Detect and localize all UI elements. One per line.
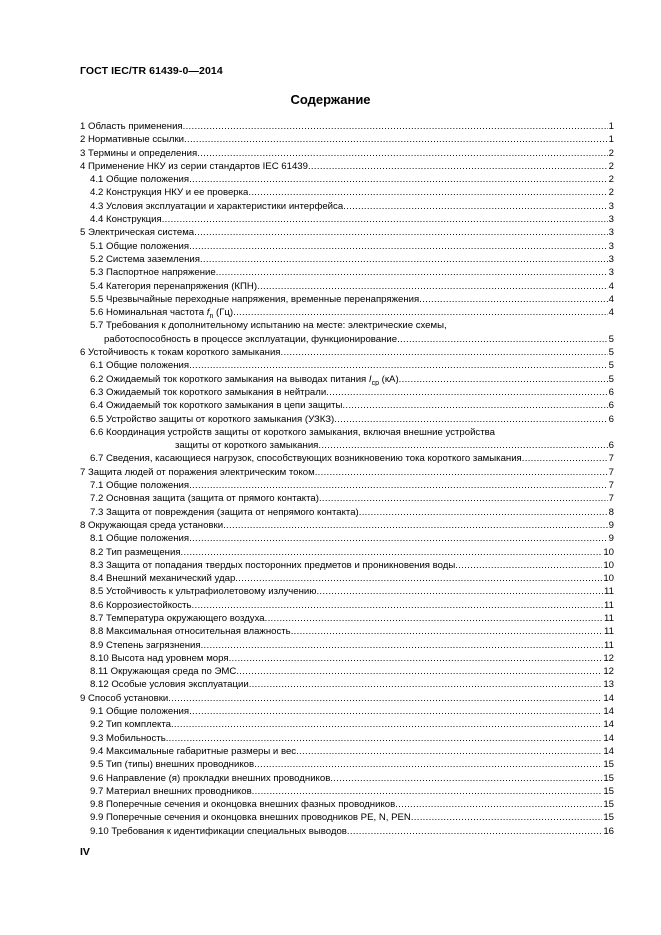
toc-entry-page: 2: [608, 187, 614, 199]
dot-leader: [281, 346, 608, 359]
toc-entry[interactable]: [80, 665, 614, 678]
toc-entry-page: 9: [608, 519, 614, 531]
toc-entry-page: 15: [603, 785, 614, 797]
math-symbol: f: [206, 307, 210, 319]
toc-entry[interactable]: [80, 718, 614, 731]
toc-entry-page: 5: [608, 360, 614, 372]
toc-entry-page: 10: [603, 573, 614, 585]
dot-leader: [248, 186, 607, 199]
dot-leader: [162, 213, 608, 226]
toc-entry-page: 7: [608, 453, 614, 465]
dot-leader: [411, 811, 603, 824]
toc-entry[interactable]: [80, 785, 614, 798]
dot-leader: [347, 825, 602, 838]
toc-entry-page: 10: [603, 546, 614, 558]
math-subscript: cp: [371, 379, 379, 386]
dot-leader: [233, 306, 608, 319]
toc-entry[interactable]: [80, 772, 614, 785]
dot-leader: [189, 240, 608, 253]
toc-entry-page: 12: [603, 666, 614, 678]
dot-leader: [315, 466, 608, 479]
toc-entry[interactable]: [80, 745, 614, 758]
dot-leader: [257, 280, 608, 293]
dot-leader: [216, 266, 608, 279]
dot-leader: [189, 359, 608, 372]
toc-entry-title: 2 Нормативные ссылки: [80, 134, 185, 146]
toc-entry-title: 9.6 Направление (я) прокладки внешних проводников: [90, 772, 331, 784]
toc-entry-page: 14: [603, 706, 614, 718]
toc-entry[interactable]: [80, 758, 614, 771]
toc-entry[interactable]: [80, 226, 614, 239]
toc-entry[interactable]: [80, 811, 614, 824]
toc-entry-continued[interactable]: 6.6 Координация устройств защиты от короткого замыкания, включая внешние устройства: [90, 426, 495, 438]
toc-entry-title: 8.4 Внешний механический удар: [90, 573, 236, 585]
toc-entry[interactable]: [80, 399, 614, 412]
toc-entry-title: 9.9 Поперечные сечения и оконцовка внешних проводников PE, N, PEN: [90, 812, 411, 824]
dot-leader: [200, 253, 608, 266]
toc-entry[interactable]: [80, 266, 614, 279]
math-subscript: n: [209, 313, 214, 320]
dot-leader: [265, 612, 603, 625]
toc-entry[interactable]: [80, 479, 614, 492]
toc-entry-continued[interactable]: 5.7 Требования к дополнительному испытанию на месте: электрические схемы,: [90, 320, 447, 332]
toc-entry-page: 6: [608, 386, 614, 398]
dot-leader: [318, 439, 607, 452]
toc-entry-page: 14: [603, 692, 614, 704]
dot-leader: [308, 160, 608, 173]
toc-entry[interactable]: [80, 439, 614, 452]
toc-entry-title-text: 5.6 Номинальная частота: [90, 307, 207, 319]
toc-entry-page: 3: [608, 267, 614, 279]
toc-entry[interactable]: [80, 732, 614, 745]
toc-entry-title-text: 6.2 Ожидаемый ток короткого замыкания на выводах питания: [90, 373, 369, 385]
toc-entry[interactable]: [80, 186, 614, 199]
toc-entry-title: 8.12 Особые условия эксплуатации: [90, 679, 249, 691]
toc-entry-title: 9.5 Тип (типы) внешних проводников: [90, 759, 255, 771]
toc-entry[interactable]: [80, 625, 614, 638]
toc-entry-title: 8.6 Коррозиестойкость: [90, 599, 192, 611]
toc-entry-page: 15: [603, 772, 614, 784]
toc-entry-title: [80, 373, 399, 386]
dot-leader: [229, 652, 603, 665]
toc-entry[interactable]: [80, 612, 614, 625]
toc-entry-page: 7: [608, 466, 614, 478]
toc-entry[interactable]: [80, 466, 614, 479]
toc-entry-page: 15: [603, 759, 614, 771]
dot-leader: [252, 785, 603, 798]
toc-entry-title: 6.7 Сведения, касающиеся нагрузок, способствующих возникновению тока короткого замыкания: [90, 453, 522, 465]
toc-entry-page: 15: [603, 799, 614, 811]
dot-leader: [291, 625, 603, 638]
toc-entry[interactable]: [80, 559, 614, 572]
toc-entry-title: 9.2 Тип комплекта: [90, 719, 171, 731]
toc-entry-title: 5 Электрическая система: [80, 227, 195, 239]
dot-leader: [254, 758, 602, 771]
dot-leader: [223, 519, 608, 532]
toc-entry-page: 3: [608, 253, 614, 265]
toc-entry[interactable]: [80, 147, 614, 160]
toc-entry-title: 8.5 Устойчивость к ультрафиолетовому излучению: [90, 586, 317, 598]
dot-leader: [395, 798, 602, 811]
toc-entry[interactable]: [80, 253, 614, 266]
dot-leader: [235, 572, 602, 585]
toc-entry-title: 9.3 Мобильность: [90, 732, 166, 744]
dot-leader: [397, 333, 608, 346]
toc-entry-page: 5: [608, 347, 614, 359]
toc-entry[interactable]: [80, 599, 614, 612]
toc-entry-title: работоспособность в процессе эксплуатации, функционирование: [104, 333, 398, 345]
toc-entry-title: 8.3 Защита от попадания твердых посторонних предметов и проникновения воды: [90, 559, 456, 571]
toc-entry-title: 9.4 Максимальные габаритные размеры и вес: [90, 745, 297, 757]
dot-leader: [316, 585, 603, 598]
toc-entry-title: 4 Применение НКУ из серии стандартов IEC 61439: [80, 160, 308, 172]
toc-entry[interactable]: [80, 293, 614, 306]
toc-entry-title: 8 Окружающая среда установки: [80, 519, 224, 531]
toc-entry-title: 9.10 Требования к идентификации специальных выводов: [90, 825, 347, 837]
toc-entry-title: 3 Термины и определения: [80, 147, 198, 159]
toc-entry-page: 5: [608, 333, 614, 345]
toc-entry-title: 8.7 Температура окружающего воздуха: [90, 612, 265, 624]
toc-entry-page: 10: [603, 559, 614, 571]
dot-leader: [343, 200, 607, 213]
toc-entry-page: 14: [603, 745, 614, 757]
toc-entry-page: 12: [603, 652, 614, 664]
dot-leader: [249, 678, 603, 691]
toc-entry-page: 1: [608, 121, 614, 132]
toc-entry-title: 6.1 Общие положения: [90, 360, 190, 372]
table-of-contents: [80, 120, 614, 838]
toc-entry-page: 4: [608, 293, 614, 305]
toc-entry-page: 14: [603, 732, 614, 744]
dot-leader: [236, 665, 602, 678]
toc-entry-page: 11: [604, 612, 614, 624]
toc-entry-title: 8.8 Максимальная относительная влажность: [90, 626, 291, 638]
toc-entry-title: 4.4 Конструкция: [90, 214, 162, 226]
toc-entry-page: 3: [608, 214, 614, 226]
toc-entry-page: 3: [608, 227, 614, 239]
toc-entry-page: 2: [608, 160, 614, 172]
toc-entry-page: 3: [608, 200, 614, 212]
toc-entry-title: 9 Способ установки: [80, 692, 169, 704]
toc-entry-page: 7: [608, 480, 614, 492]
toc-entry-page: 5: [608, 373, 614, 385]
toc-entry-page: 14: [603, 719, 614, 731]
toc-entry[interactable]: [80, 373, 614, 386]
toc-entry-title: 4.1 Общие положения: [90, 174, 190, 186]
toc-entry[interactable]: [80, 652, 614, 665]
toc-entry-title: 6 Устойчивость к токам короткого замыкания: [80, 347, 281, 359]
dot-leader: [197, 147, 607, 160]
toc-entry[interactable]: [80, 678, 614, 691]
toc-entry[interactable]: [80, 692, 614, 705]
toc-entry[interactable]: [80, 160, 614, 173]
dot-leader: [419, 293, 607, 306]
dot-leader: [171, 718, 602, 731]
toc-entry-title: 5.4 Категория перенапряжения (КПН): [90, 280, 258, 292]
toc-entry[interactable]: [80, 519, 614, 532]
toc-entry-title: 7 Защита людей от поражения электрическим током: [80, 466, 315, 478]
toc-entry-page: 6: [608, 413, 614, 425]
toc-entry[interactable]: [80, 240, 614, 253]
toc-entry-title: 5.2 Система заземления: [90, 253, 200, 265]
toc-entry-page: 3: [608, 240, 614, 252]
toc-entry-title: 7.2 Основная защита (защита от прямого контакта): [90, 493, 319, 505]
toc-entry[interactable]: [80, 639, 614, 652]
dot-leader: [189, 532, 608, 545]
toc-entry[interactable]: [80, 200, 614, 213]
dot-leader: [455, 559, 602, 572]
toc-entry[interactable]: [80, 572, 614, 585]
toc-entry-title: 8.9 Степень загрязнения: [90, 639, 201, 651]
math-symbol: I: [368, 373, 372, 385]
toc-entry-page: 11: [604, 599, 614, 611]
toc-entry-title: 8.1 Общие положения: [90, 533, 190, 545]
toc-entry-title: 8.10 Высота над уровнем моря: [90, 652, 229, 664]
toc-entry[interactable]: [80, 133, 614, 146]
toc-entry-page: 7: [608, 493, 614, 505]
toc-entry-page: 2: [608, 147, 614, 159]
dot-leader: [189, 173, 608, 186]
toc-entry[interactable]: [80, 585, 614, 598]
dot-leader: [522, 452, 608, 465]
dot-leader: [359, 506, 608, 519]
toc-entry-page: 16: [603, 825, 614, 837]
dot-leader: [399, 373, 608, 386]
dot-leader: [342, 399, 607, 412]
toc-entry-title: 8.11 Окружающая среда по ЭМС: [90, 666, 237, 678]
toc-entry-title: 7.3 Защита от повреждения (защита от непрямого контакта): [90, 506, 359, 518]
toc-entry[interactable]: [80, 705, 614, 718]
toc-entry-title: 9.7 Материал внешних проводников: [90, 785, 252, 797]
toc-entry[interactable]: [80, 346, 614, 359]
dot-leader: [334, 413, 607, 426]
dot-leader: [183, 120, 608, 133]
toc-entry[interactable]: [80, 825, 614, 838]
toc-entry-page: 15: [603, 812, 614, 824]
toc-entry-title: 8.2 Тип размещения: [90, 546, 181, 558]
toc-entry[interactable]: [80, 546, 614, 559]
toc-entry-title: 4.2 Конструкция НКУ и ее проверка: [90, 187, 249, 199]
toc-entry-title: 9.1 Общие положения: [90, 706, 190, 718]
toc-entry-page: 6: [608, 440, 614, 452]
toc-entry-title: [80, 306, 233, 319]
toc-entry-title: 5.5 Чрезвычайные переходные напряжения, временные перенапряжения: [90, 293, 420, 305]
dot-leader: [181, 546, 603, 559]
toc-entry-title: 5.1 Общие положения: [90, 240, 190, 252]
toc-entry[interactable]: [80, 506, 614, 519]
toc-entry[interactable]: [80, 452, 614, 465]
toc-entry[interactable]: [80, 492, 614, 505]
dot-leader: [168, 692, 602, 705]
dot-leader: [319, 492, 608, 505]
toc-entry-page: 4: [608, 280, 614, 292]
toc-entry-page: 9: [608, 533, 614, 545]
toc-entry[interactable]: [80, 333, 614, 346]
toc-entry-page: 11: [604, 639, 614, 651]
dot-leader: [296, 745, 602, 758]
toc-entry[interactable]: [80, 306, 614, 319]
dot-leader: [201, 639, 603, 652]
page-number: IV: [80, 846, 90, 858]
toc-entry[interactable]: [80, 413, 614, 426]
toc-entry-title-text: (Гц): [213, 307, 234, 319]
toc-entry-title: 5.3 Паспортное напряжение: [90, 267, 216, 279]
toc-entry-page: 1: [608, 134, 614, 146]
dot-leader: [189, 705, 602, 718]
toc-entry-title: 6.5 Устройство защиты от короткого замыкания (УЗКЗ): [90, 413, 335, 425]
dot-leader: [326, 386, 607, 399]
toc-entry-page: 8: [608, 506, 614, 518]
toc-entry-title-text: (кА): [379, 373, 399, 385]
toc-entry-title: 4.3 Условия эксплуатации и характеристики интерфейса: [90, 200, 344, 212]
toc-entry-title: 9.8 Поперечные сечения и оконцовка внешних фазных проводников: [90, 799, 396, 811]
toc-entry-title: 6.3 Ожидаемый ток короткого замыкания в нейтрали: [90, 386, 327, 398]
dot-leader: [184, 133, 608, 146]
toc-entry-page: 11: [604, 586, 614, 598]
toc-entry-page: 13: [603, 679, 614, 691]
toc-entry[interactable]: [80, 532, 614, 545]
toc-entry-page: 4: [608, 307, 614, 319]
dot-leader: [192, 599, 604, 612]
toc-entry-title: 6.4 Ожидаемый ток короткого замыкания в цепи защиты: [90, 400, 343, 412]
dot-leader: [194, 226, 608, 239]
dot-leader: [330, 772, 602, 785]
document-code: ГОСТ IEC/TR 61439-0—2014: [80, 65, 223, 77]
toc-entry[interactable]: [80, 386, 614, 399]
toc-entry[interactable]: [80, 798, 614, 811]
toc-entry-page: 2: [608, 174, 614, 186]
toc-entry-title: защиты от короткого замыкания: [175, 440, 319, 452]
toc-entry[interactable]: [80, 359, 614, 372]
toc-entry[interactable]: [80, 173, 614, 186]
toc-entry-title: 1 Область применения: [80, 121, 183, 132]
toc-entry-page: 11: [604, 626, 614, 638]
toc-entry-title: 7.1 Общие положения: [90, 480, 190, 492]
toc-entry[interactable]: [80, 280, 614, 293]
toc-title: Содержание: [290, 92, 371, 107]
toc-entry[interactable]: [80, 120, 614, 133]
dot-leader: [189, 479, 608, 492]
dot-leader: [166, 732, 603, 745]
toc-entry-page: 6: [608, 400, 614, 412]
toc-entry[interactable]: [80, 213, 614, 226]
